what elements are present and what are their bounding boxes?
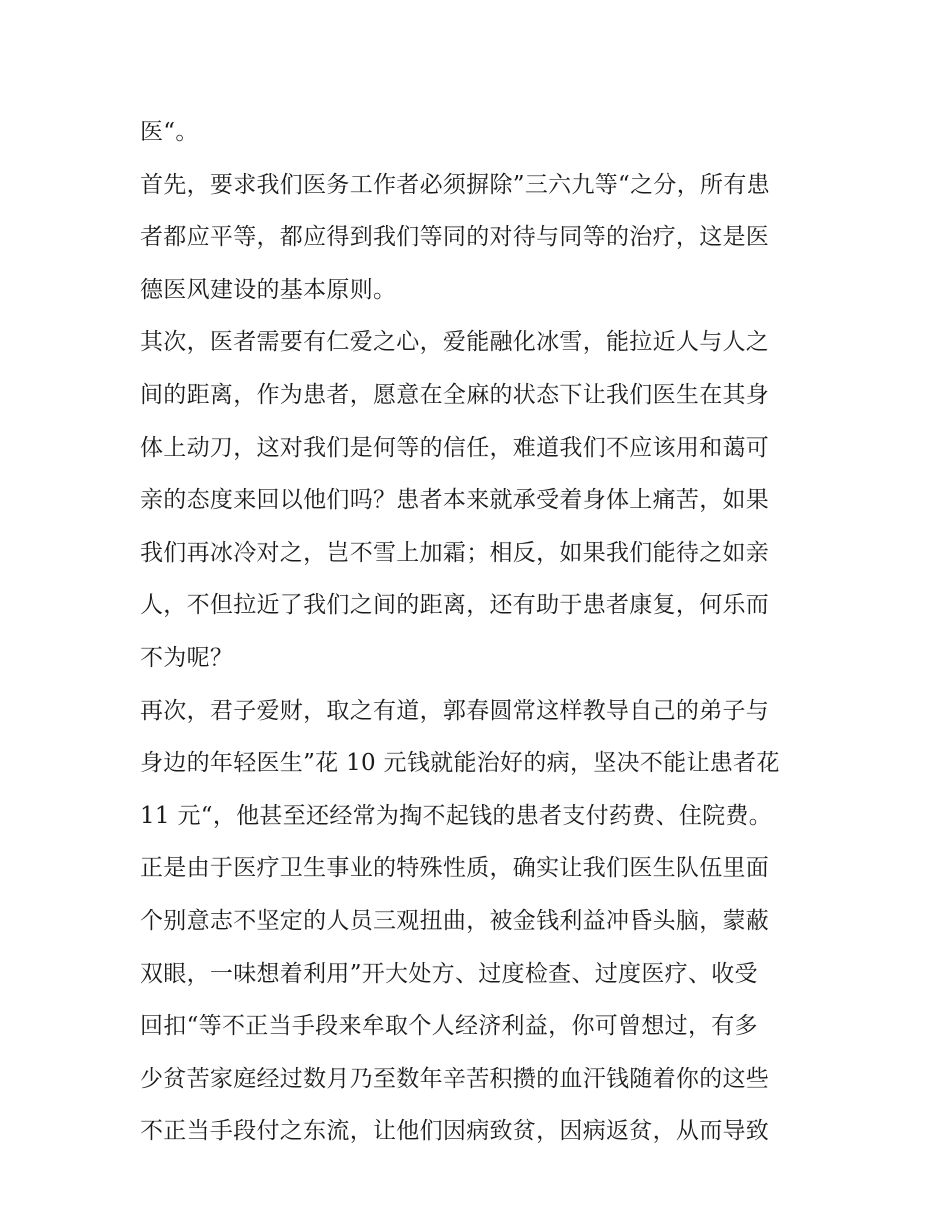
- text-line: 体上动刀，这对我们是何等的信任，难道我们不应该用和蔼可: [140, 434, 770, 461]
- text-line: 亲的态度来回以他们吗？患者本来就承受着身体上痛苦，如果: [140, 487, 770, 514]
- paragraph-3: [140, 685, 820, 843]
- text-line: 少贫苦家庭经过数月乃至数年辛苦积攒的血汗钱随着你的这些: [140, 1065, 770, 1092]
- text-line: 医“。: [140, 119, 199, 145]
- paragraph-1: [140, 159, 820, 317]
- paragraph-2: [140, 316, 820, 684]
- text-line: 首先，要求我们医务工作者必须摒除”三六九等“之分，所有患: [140, 171, 770, 198]
- text-line: 者都应平等，都应得到我们等同的对待与同等的治疗，这是医: [140, 224, 770, 251]
- text-line: 德医风建设的基本原则。: [140, 276, 397, 303]
- text-line: 不为呢？: [140, 644, 234, 671]
- text-line: 双眼，一味想着利用”开大处方、过度检查、过度医疗、收受: [140, 960, 758, 987]
- text-line: 11 元“，他甚至还经常为掏不起钱的患者支付药费、住院费。: [140, 802, 773, 829]
- text-line: 不正当手段付之东流，让他们因病致贫，因病返贫，从而导致: [140, 1118, 770, 1145]
- text-line: 回扣“等不正当手段来牟取个人经济利益，你可曾想过，有多: [140, 1013, 758, 1040]
- text-line: 再次，君子爱财，取之有道，郭春圆常这样教导自己的弟子与: [140, 697, 770, 724]
- text-line: 我们再冰冷对之，岂不雪上加霜；相反，如果我们能待之如亲: [140, 539, 770, 566]
- text-line: 其次，医者需要有仁爱之心，爱能融化冰雪，能拉近人与人之: [140, 329, 770, 356]
- paragraph-0: [140, 106, 820, 159]
- text-line: 正是由于医疗卫生事业的特殊性质，确实让我们医生队伍里面: [140, 855, 770, 882]
- paragraph-4: [140, 842, 820, 1158]
- text-line: 间的距离，作为患者，愿意在全麻的状态下让我们医生在其身: [140, 381, 770, 408]
- text-line: 身边的年轻医生”花 10 元钱就能治好的病，坚决不能让患者花: [140, 750, 780, 777]
- text-line: 人，不但拉近了我们之间的距离，还有助于患者康复，何乐而: [140, 592, 770, 619]
- text-line: 个别意志不坚定的人员三观扭曲，被金钱利益冲昏头脑，蒙蔽: [140, 907, 770, 934]
- document-body: [140, 106, 820, 1158]
